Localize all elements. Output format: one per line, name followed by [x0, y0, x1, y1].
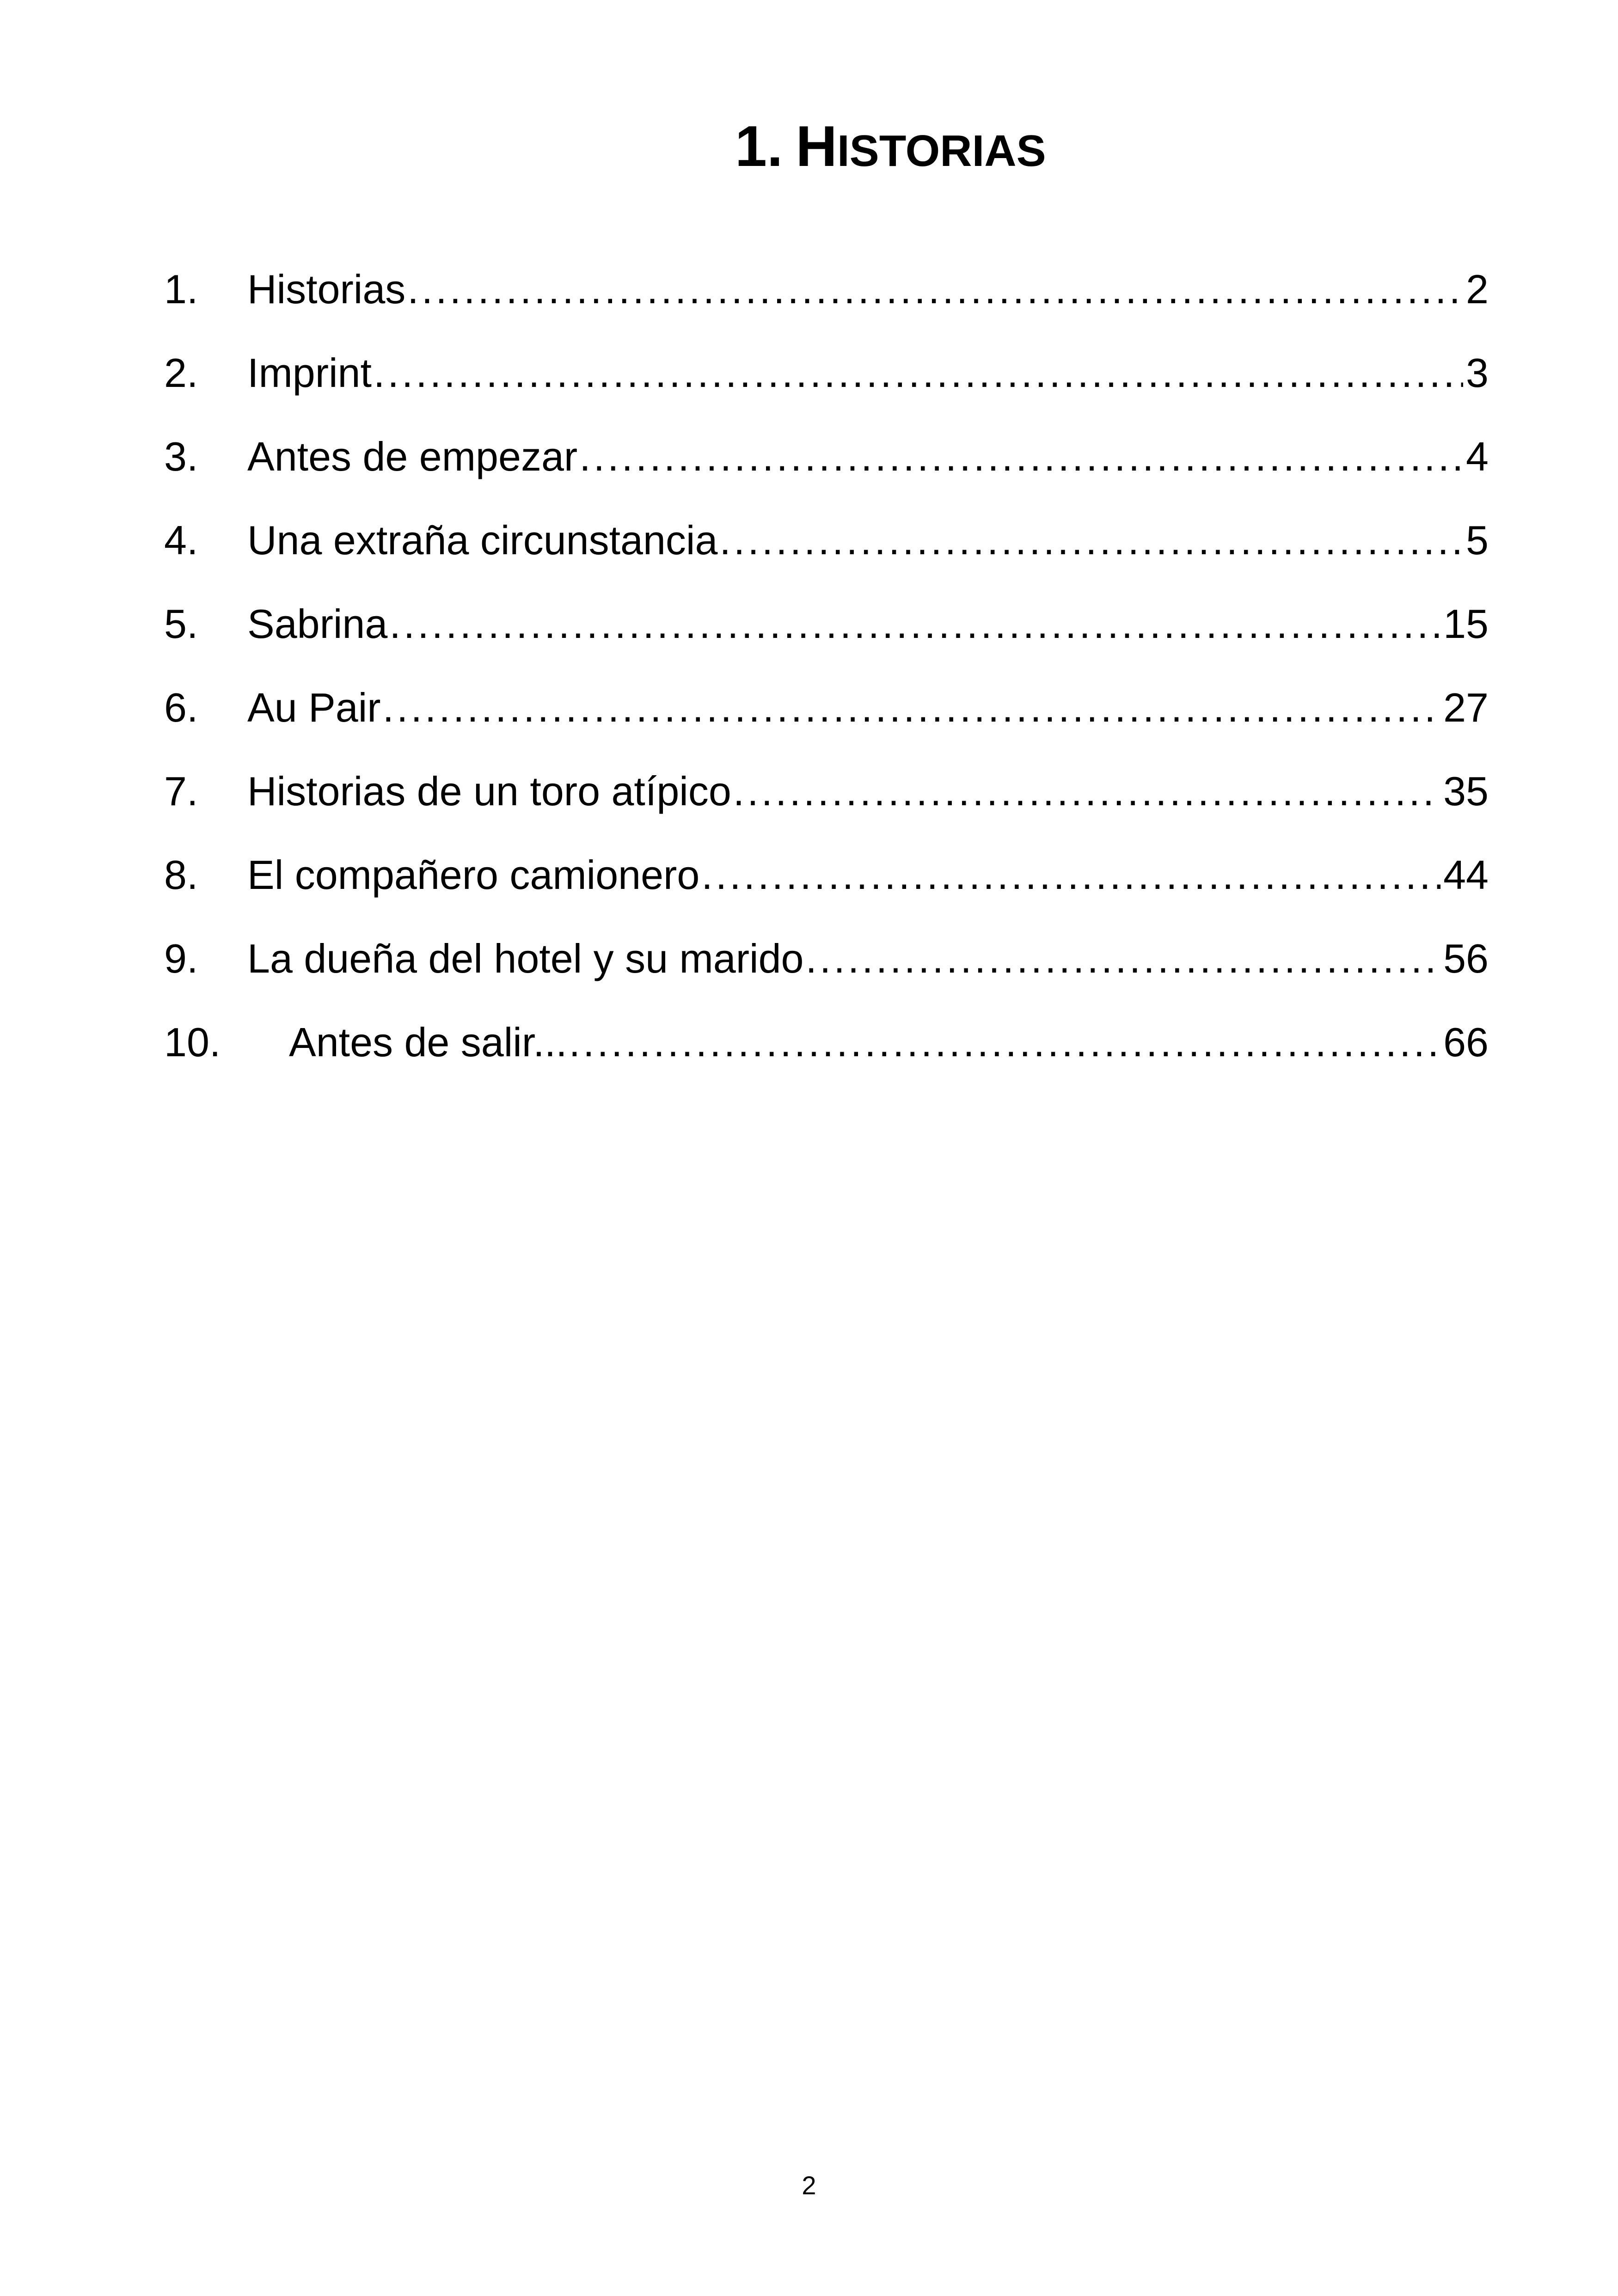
toc-entry[interactable]	[164, 247, 1489, 331]
toc-dot-leader	[805, 938, 1440, 979]
toc-entry[interactable]	[164, 833, 1489, 917]
toc-dot-leader	[389, 604, 1440, 644]
toc-entry-number: 2.	[164, 349, 198, 396]
toc-entry-page: 15	[1443, 600, 1489, 647]
toc-entry[interactable]	[164, 749, 1489, 833]
toc-entry-page: 4	[1466, 433, 1489, 479]
toc-entry-title: Sabrina	[247, 600, 388, 647]
toc-entry[interactable]	[164, 666, 1489, 749]
toc-entry-title: Antes de empezar	[247, 433, 578, 479]
toc-entry-page: 27	[1443, 684, 1489, 730]
toc-dot-leader	[579, 436, 1463, 477]
toc-dot-leader	[719, 520, 1463, 561]
toc-entry[interactable]	[164, 498, 1489, 582]
page-title	[735, 115, 1046, 178]
toc-entry-number: 6.	[164, 684, 198, 730]
toc-entry-number: 10.	[164, 1019, 221, 1065]
toc-entry-number: 5.	[164, 600, 198, 647]
toc-entry-page: 3	[1466, 349, 1489, 396]
toc-entry-title: Historias	[247, 266, 406, 312]
toc-entry-number: 1.	[164, 266, 198, 312]
toc-entry[interactable]	[164, 331, 1489, 415]
toc-entry-page: 44	[1443, 851, 1489, 898]
title-initial: H	[796, 115, 837, 178]
toc-dot-leader	[407, 269, 1463, 310]
toc-entry[interactable]	[164, 582, 1489, 666]
toc-entry-number: 7.	[164, 768, 198, 814]
toc-dot-leader	[733, 771, 1440, 812]
toc-entry-title: Antes de salir...	[289, 1019, 567, 1065]
toc-entry[interactable]	[164, 917, 1489, 1000]
toc-entry-title: El compañero camionero	[247, 851, 700, 898]
toc-dot-leader	[569, 1022, 1440, 1063]
table-of-contents	[164, 247, 1489, 1084]
toc-entry[interactable]	[164, 415, 1489, 498]
toc-entry-page: 5	[1466, 517, 1489, 563]
toc-entry-page: 66	[1443, 1019, 1489, 1065]
toc-entry-title: Historias de un toro atípico	[247, 768, 731, 814]
toc-entry[interactable]	[164, 1000, 1489, 1084]
toc-entry-page: 2	[1466, 266, 1489, 312]
toc-dot-leader	[374, 353, 1463, 393]
toc-entry-page: 35	[1443, 768, 1489, 814]
toc-entry-number: 9.	[164, 935, 198, 981]
page-number: 2	[802, 2171, 816, 2200]
toc-entry-title: Au Pair	[247, 684, 381, 730]
title-rest: ISTORIAS	[837, 126, 1046, 176]
toc-dot-leader	[701, 855, 1440, 895]
toc-entry-title: La dueña del hotel y su marido	[247, 935, 804, 981]
toc-entry-title: Una extraña circunstancia	[247, 517, 718, 563]
toc-entry-number: 3.	[164, 433, 198, 479]
toc-entry-number: 8.	[164, 851, 198, 898]
toc-dot-leader	[383, 687, 1441, 728]
toc-entry-number: 4.	[164, 517, 198, 563]
toc-entry-page: 56	[1443, 935, 1489, 981]
title-number: 1.	[735, 115, 783, 178]
toc-entry-title: Imprint	[247, 349, 372, 396]
